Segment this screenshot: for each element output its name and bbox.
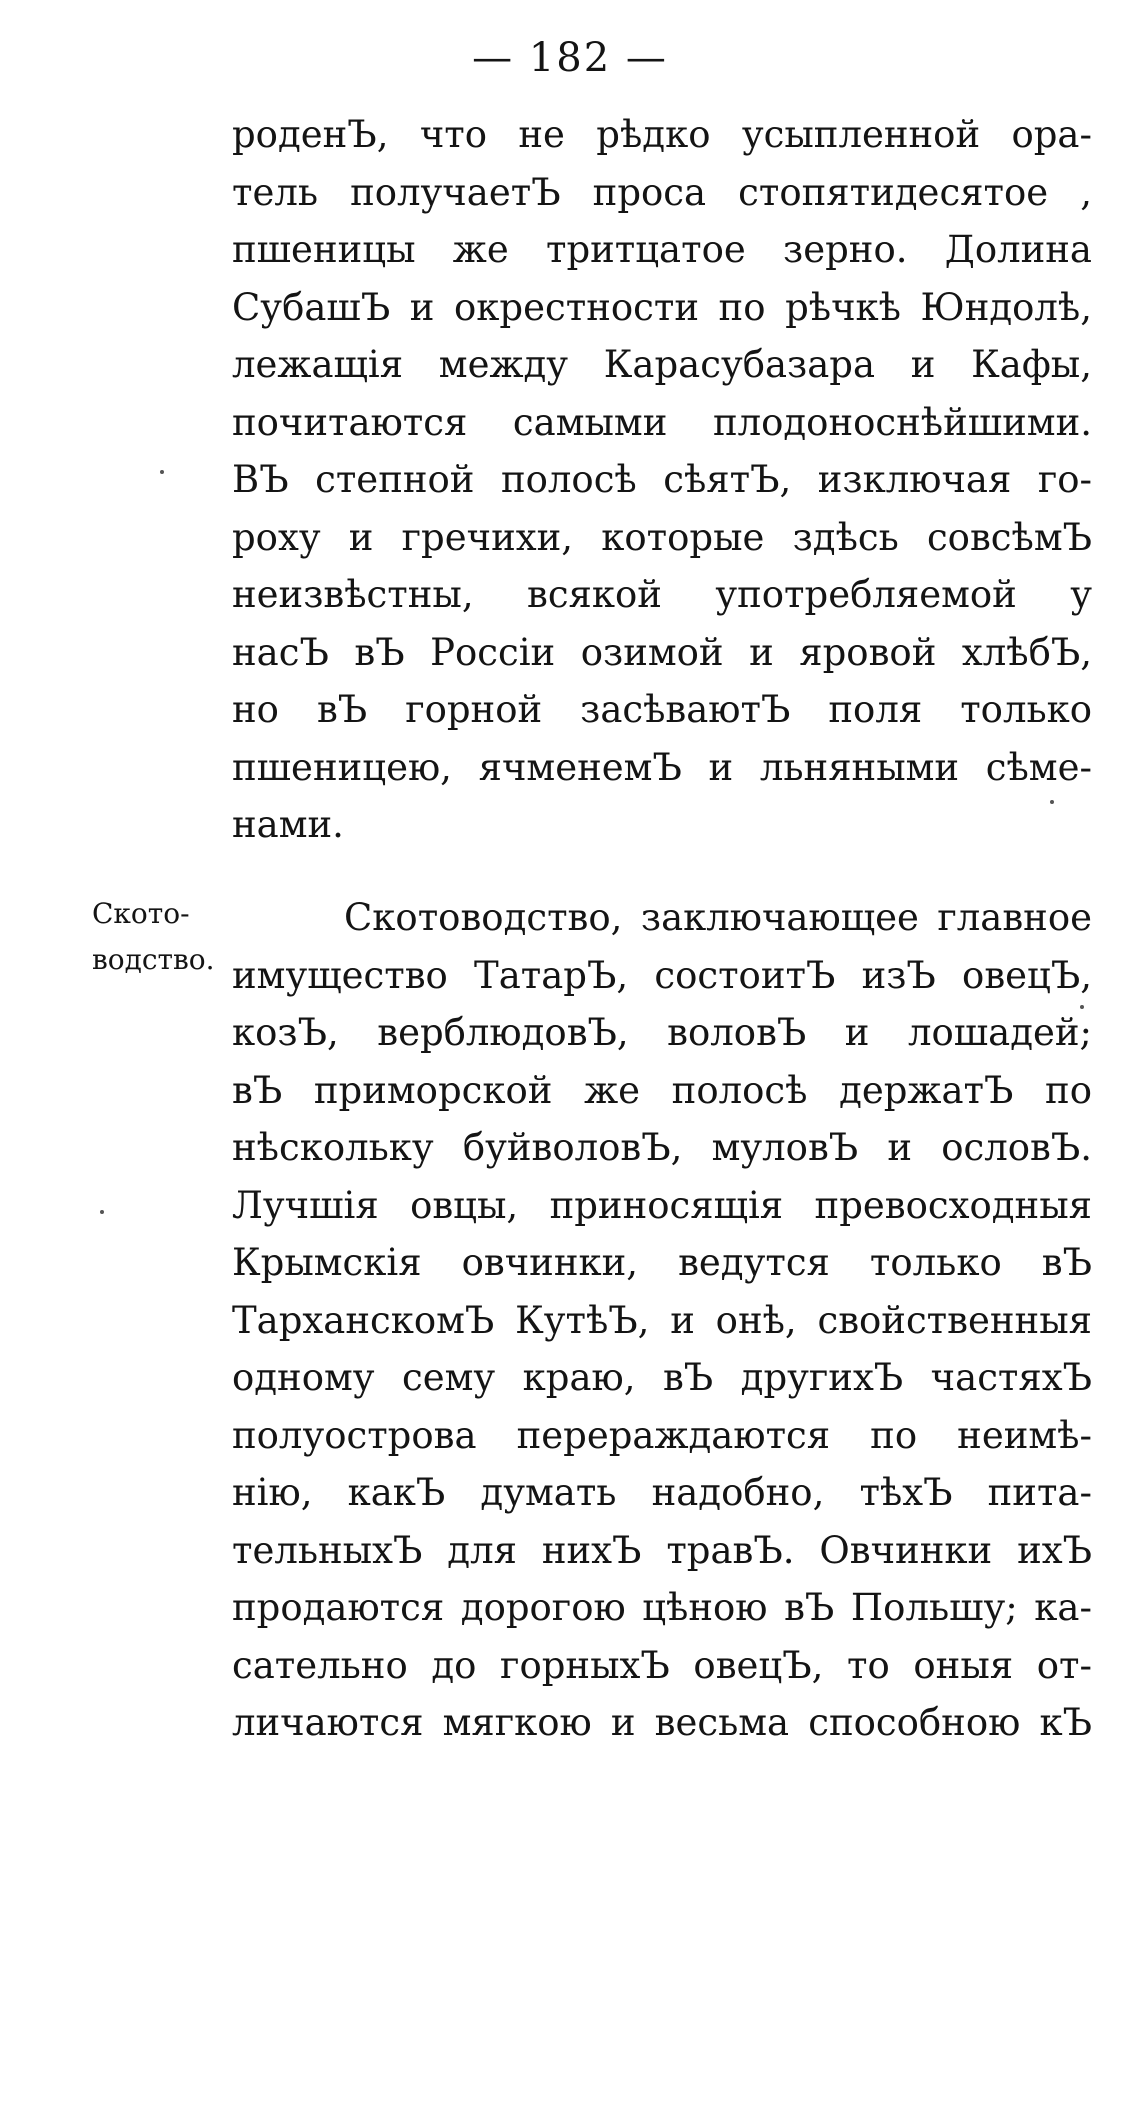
text-line: СубашЪ и окрестности по рѣчкѣ Юндолѣ, bbox=[232, 285, 1092, 329]
text-line: роху и гречихи, которые здѣсь совсѣмЪ bbox=[232, 515, 1092, 559]
text-line: имущество ТатарЪ, состоитЪ изЪ овецЪ, bbox=[232, 953, 1092, 997]
paragraph-crops bbox=[232, 106, 1092, 854]
text-line: ВЪ степной полосѣ сѣятЪ, изключая го- bbox=[232, 458, 1092, 501]
margin-note-line: водство. bbox=[92, 943, 215, 976]
text-line: пшеницею, ячменемЪ и льняными сѣме- bbox=[232, 745, 1092, 789]
text-line: Скотоводство, заключающее главное bbox=[344, 896, 1092, 939]
text-line: Крымскія овчинки, ведутся только вЪ bbox=[232, 1241, 1092, 1284]
scan-speck bbox=[160, 470, 164, 474]
text-line: нами. bbox=[232, 803, 344, 846]
paragraph-livestock bbox=[232, 889, 1092, 1752]
text-line: лежащія между Карасубазара и Кафы, bbox=[232, 343, 1092, 386]
text-line: неизвѣстны, всякой употребляемой у bbox=[232, 573, 1092, 616]
text-line: но вЪ горной засѣваютЪ поля только bbox=[232, 688, 1092, 731]
margin-note bbox=[92, 891, 252, 983]
text-line: Лучшія овцы, приносящія превосходныя bbox=[232, 1183, 1092, 1227]
scan-speck bbox=[1080, 1005, 1084, 1009]
text-line: тельныхЪ для нихЪ травЪ. Овчинки ихЪ bbox=[232, 1528, 1092, 1572]
margin-note-line: Ското- bbox=[92, 897, 190, 930]
text-line: роденЪ, что не рѣдко усыпленной ора- bbox=[232, 113, 1092, 156]
text-line: одному сему краю, вЪ другихЪ частяхЪ bbox=[232, 1356, 1092, 1399]
scan-speck bbox=[100, 1210, 104, 1214]
text-line: полуострова перераждаются по неимѣ- bbox=[232, 1413, 1092, 1457]
text-line: насЪ вЪ Россіи озимой и яровой хлѣбЪ, bbox=[232, 630, 1092, 674]
text-line: почитаются самыми плодоноснѣйшими. bbox=[232, 400, 1092, 444]
text-line: тель получаетЪ проса стопятидесятое , bbox=[232, 170, 1092, 214]
text-line: сательно до горныхЪ овецЪ, то оныя от- bbox=[232, 1643, 1092, 1687]
text-line: нію, какЪ думать надобно, тѣхЪ пита- bbox=[232, 1471, 1092, 1514]
scan-speck bbox=[1050, 800, 1054, 804]
text-line: продаются дорогою цѣною вЪ Польшу; ка- bbox=[232, 1586, 1092, 1629]
text-line: вЪ приморской же полосѣ держатЪ по bbox=[232, 1068, 1092, 1112]
text-line: козЪ, верблюдовЪ, воловЪ и лошадей; bbox=[232, 1011, 1092, 1054]
page-number: — 182 — bbox=[472, 35, 668, 81]
text-line: личаются мягкою и весьма способною кЪ bbox=[232, 1701, 1092, 1744]
text-line: ТарханскомЪ КутѣЪ, и онѣ, свойственныя bbox=[232, 1298, 1092, 1342]
text-line: нѣскольку буйволовЪ, муловЪ и ословЪ. bbox=[232, 1126, 1092, 1169]
text-line: пшеницы же тритцатое зерно. Долина bbox=[232, 228, 1092, 271]
